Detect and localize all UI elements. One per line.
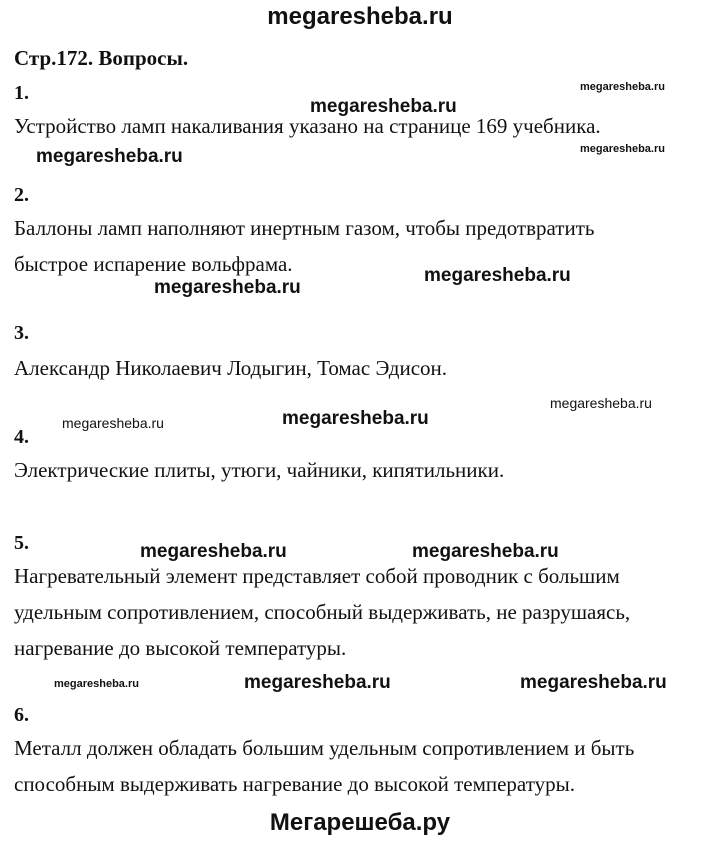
watermark: megaresheba.ru bbox=[54, 678, 139, 690]
watermark: megaresheba.ru bbox=[62, 415, 164, 431]
question-2-answer bbox=[14, 210, 714, 282]
question-6-number: 6. bbox=[14, 704, 29, 726]
watermark: megaresheba.ru bbox=[140, 541, 287, 562]
watermark: megaresheba.ru bbox=[520, 672, 667, 693]
question-2-number: 2. bbox=[14, 184, 29, 206]
answer-line: Нагревательный элемент представляет собой проводник с большим bbox=[14, 564, 620, 588]
watermark: megaresheba.ru bbox=[580, 143, 665, 155]
watermark: megaresheba.ru bbox=[550, 395, 652, 411]
watermark: megaresheba.ru bbox=[424, 265, 571, 286]
site-header: megaresheba.ru bbox=[267, 3, 453, 30]
answer-line: Баллоны ламп наполняют инертным газом, чтобы предотвратить bbox=[14, 216, 595, 240]
answer-line: удельным сопротивлением, способный выдерживать, не разрушаясь, bbox=[14, 600, 631, 624]
answer-line: Металл должен обладать большим удельным сопротивлением и быть bbox=[14, 736, 635, 760]
watermark: megaresheba.ru bbox=[154, 277, 301, 298]
site-footer: Мегарешеба.ру bbox=[269, 809, 451, 836]
watermark: megaresheba.ru bbox=[412, 541, 559, 562]
answer-line: Устройство ламп накаливания указано на странице 169 учебника. bbox=[14, 114, 601, 138]
question-4-answer bbox=[14, 452, 714, 488]
watermark: megaresheba.ru bbox=[282, 408, 429, 429]
question-3-answer bbox=[14, 350, 714, 386]
question-5-number: 5. bbox=[14, 532, 29, 554]
watermark: megaresheba.ru bbox=[580, 81, 665, 93]
answer-line: Электрические плиты, утюги, чайники, кипятильники. bbox=[14, 458, 505, 482]
question-1-number: 1. bbox=[14, 82, 29, 104]
question-3-number: 3. bbox=[14, 322, 29, 344]
watermark: megaresheba.ru bbox=[36, 146, 183, 167]
question-5-answer bbox=[14, 558, 714, 666]
watermark: megaresheba.ru bbox=[244, 672, 391, 693]
answer-line: быстрое испарение вольфрама. bbox=[14, 252, 293, 276]
watermark: megaresheba.ru bbox=[310, 96, 457, 117]
answer-line: Александр Николаевич Лодыгин, Томас Эдисон. bbox=[14, 356, 448, 380]
page-title: Стр.172. Вопросы. bbox=[14, 46, 189, 70]
question-4-number: 4. bbox=[14, 426, 29, 448]
answer-line: нагревание до высокой температуры. bbox=[14, 636, 347, 660]
question-6-answer bbox=[14, 730, 714, 802]
answer-line: способным выдерживать нагревание до высокой температуры. bbox=[14, 772, 575, 796]
